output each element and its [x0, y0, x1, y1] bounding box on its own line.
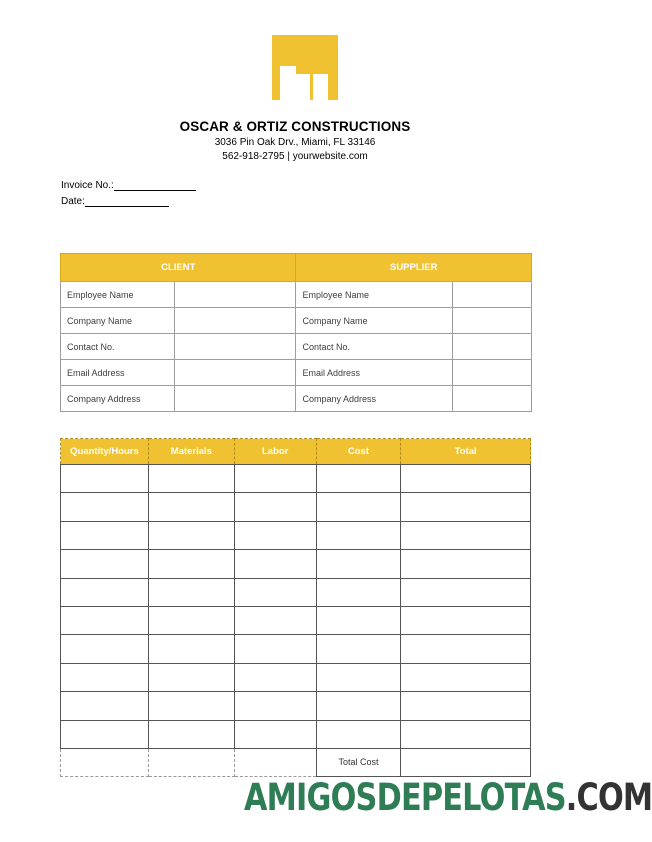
total-cost-value-cell[interactable] — [401, 748, 531, 776]
table-row — [61, 692, 531, 720]
item-cell[interactable] — [401, 635, 531, 663]
item-cell[interactable] — [401, 550, 531, 578]
watermark — [244, 776, 652, 819]
table-row — [61, 663, 531, 691]
item-cell[interactable] — [148, 465, 234, 493]
invoice-number-field[interactable] — [61, 180, 196, 191]
item-cell[interactable] — [401, 606, 531, 634]
client-label: Employee Name — [61, 282, 175, 308]
client-value-cell[interactable] — [174, 308, 296, 334]
item-cell[interactable] — [148, 663, 234, 691]
table-row — [61, 282, 532, 308]
item-cell[interactable] — [401, 663, 531, 691]
table-row — [61, 550, 531, 578]
table-row — [61, 386, 532, 412]
table-row — [61, 720, 531, 748]
client-value-cell[interactable] — [174, 334, 296, 360]
total-header: Total — [401, 439, 531, 465]
cost-header: Cost — [316, 439, 401, 465]
supplier-label: Company Address — [296, 386, 453, 412]
item-cell[interactable] — [316, 578, 401, 606]
client-label: Email Address — [61, 360, 175, 386]
item-cell[interactable] — [401, 465, 531, 493]
item-cell[interactable] — [234, 663, 316, 691]
supplier-label: Company Name — [296, 308, 453, 334]
summary-blank-cell — [148, 748, 234, 776]
item-cell[interactable] — [401, 720, 531, 748]
item-cell[interactable] — [316, 521, 401, 549]
table-row — [61, 521, 531, 549]
item-cell[interactable] — [148, 521, 234, 549]
supplier-label: Email Address — [296, 360, 453, 386]
table-row — [61, 465, 531, 493]
item-cell[interactable] — [148, 493, 234, 521]
item-cell[interactable] — [148, 692, 234, 720]
supplier-label: Contact No. — [296, 334, 453, 360]
supplier-label: Employee Name — [296, 282, 453, 308]
item-cell[interactable] — [316, 663, 401, 691]
item-cell[interactable] — [148, 550, 234, 578]
item-cell[interactable] — [234, 606, 316, 634]
client-supplier-table — [60, 253, 532, 412]
item-cell[interactable] — [61, 465, 149, 493]
client-value-cell[interactable] — [174, 282, 296, 308]
item-cell[interactable] — [148, 578, 234, 606]
supplier-value-cell[interactable] — [453, 360, 532, 386]
client-label: Company Address — [61, 386, 175, 412]
supplier-value-cell[interactable] — [453, 386, 532, 412]
table-row — [61, 360, 532, 386]
item-cell[interactable] — [316, 465, 401, 493]
table-row — [61, 635, 531, 663]
watermark-text: AMIGOSDEPELOTAS — [244, 776, 566, 819]
table-row — [61, 308, 532, 334]
item-cell[interactable] — [61, 606, 149, 634]
client-label: Contact No. — [61, 334, 175, 360]
table-row — [61, 334, 532, 360]
invoice-number-line[interactable] — [114, 180, 196, 191]
item-cell[interactable] — [234, 692, 316, 720]
labor-header: Labor — [234, 439, 316, 465]
item-cell[interactable] — [61, 550, 149, 578]
item-cell[interactable] — [234, 720, 316, 748]
item-cell[interactable] — [148, 606, 234, 634]
date-field[interactable] — [61, 196, 169, 207]
item-cell[interactable] — [61, 493, 149, 521]
summary-blank-cell — [234, 748, 316, 776]
table-row — [61, 493, 531, 521]
item-cell[interactable] — [316, 635, 401, 663]
materials-header: Materials — [148, 439, 234, 465]
item-cell[interactable] — [61, 521, 149, 549]
supplier-value-cell[interactable] — [453, 282, 532, 308]
item-cell[interactable] — [61, 635, 149, 663]
table-row — [61, 578, 531, 606]
total-cost-label: Total Cost — [316, 748, 401, 776]
item-cell[interactable] — [234, 465, 316, 493]
item-cell[interactable] — [316, 692, 401, 720]
item-cell[interactable] — [234, 635, 316, 663]
item-cell[interactable] — [234, 578, 316, 606]
item-cell[interactable] — [234, 550, 316, 578]
client-value-cell[interactable] — [174, 360, 296, 386]
date-line[interactable] — [85, 196, 169, 207]
item-cell[interactable] — [234, 521, 316, 549]
item-cell[interactable] — [148, 720, 234, 748]
item-cell[interactable] — [401, 692, 531, 720]
company-logo — [272, 35, 338, 100]
supplier-header: SUPPLIER — [296, 254, 532, 282]
item-cell[interactable] — [316, 493, 401, 521]
items-table — [60, 438, 531, 777]
client-label: Company Name — [61, 308, 175, 334]
item-cell[interactable] — [316, 720, 401, 748]
company-contact: 562-918-2795 | yourwebsite.com — [222, 151, 368, 162]
client-header: CLIENT — [61, 254, 296, 282]
table-row — [61, 606, 531, 634]
supplier-value-cell[interactable] — [453, 308, 532, 334]
item-cell[interactable] — [61, 663, 149, 691]
item-cell[interactable] — [401, 578, 531, 606]
item-cell[interactable] — [61, 692, 149, 720]
company-name: OSCAR & ORTIZ CONSTRUCTIONS — [179, 119, 411, 134]
quantity-header: Quantity/Hours — [61, 439, 149, 465]
item-cell[interactable] — [61, 720, 149, 748]
summary-blank-cell — [61, 748, 149, 776]
supplier-value-cell[interactable] — [453, 334, 532, 360]
company-address: 3036 Pin Oak Drv., Miami, FL 33146 — [214, 137, 376, 148]
item-cell[interactable] — [234, 493, 316, 521]
client-value-cell[interactable] — [174, 386, 296, 412]
item-cell[interactable] — [401, 521, 531, 549]
item-cell[interactable] — [316, 550, 401, 578]
summary-row — [61, 748, 531, 776]
watermark-domain: .COM — [565, 776, 652, 819]
item-cell[interactable] — [316, 606, 401, 634]
item-cell[interactable] — [401, 493, 531, 521]
date-label: Date: — [61, 196, 85, 207]
item-cell[interactable] — [61, 578, 149, 606]
invoice-number-label: Invoice No.: — [61, 180, 114, 191]
item-cell[interactable] — [148, 635, 234, 663]
